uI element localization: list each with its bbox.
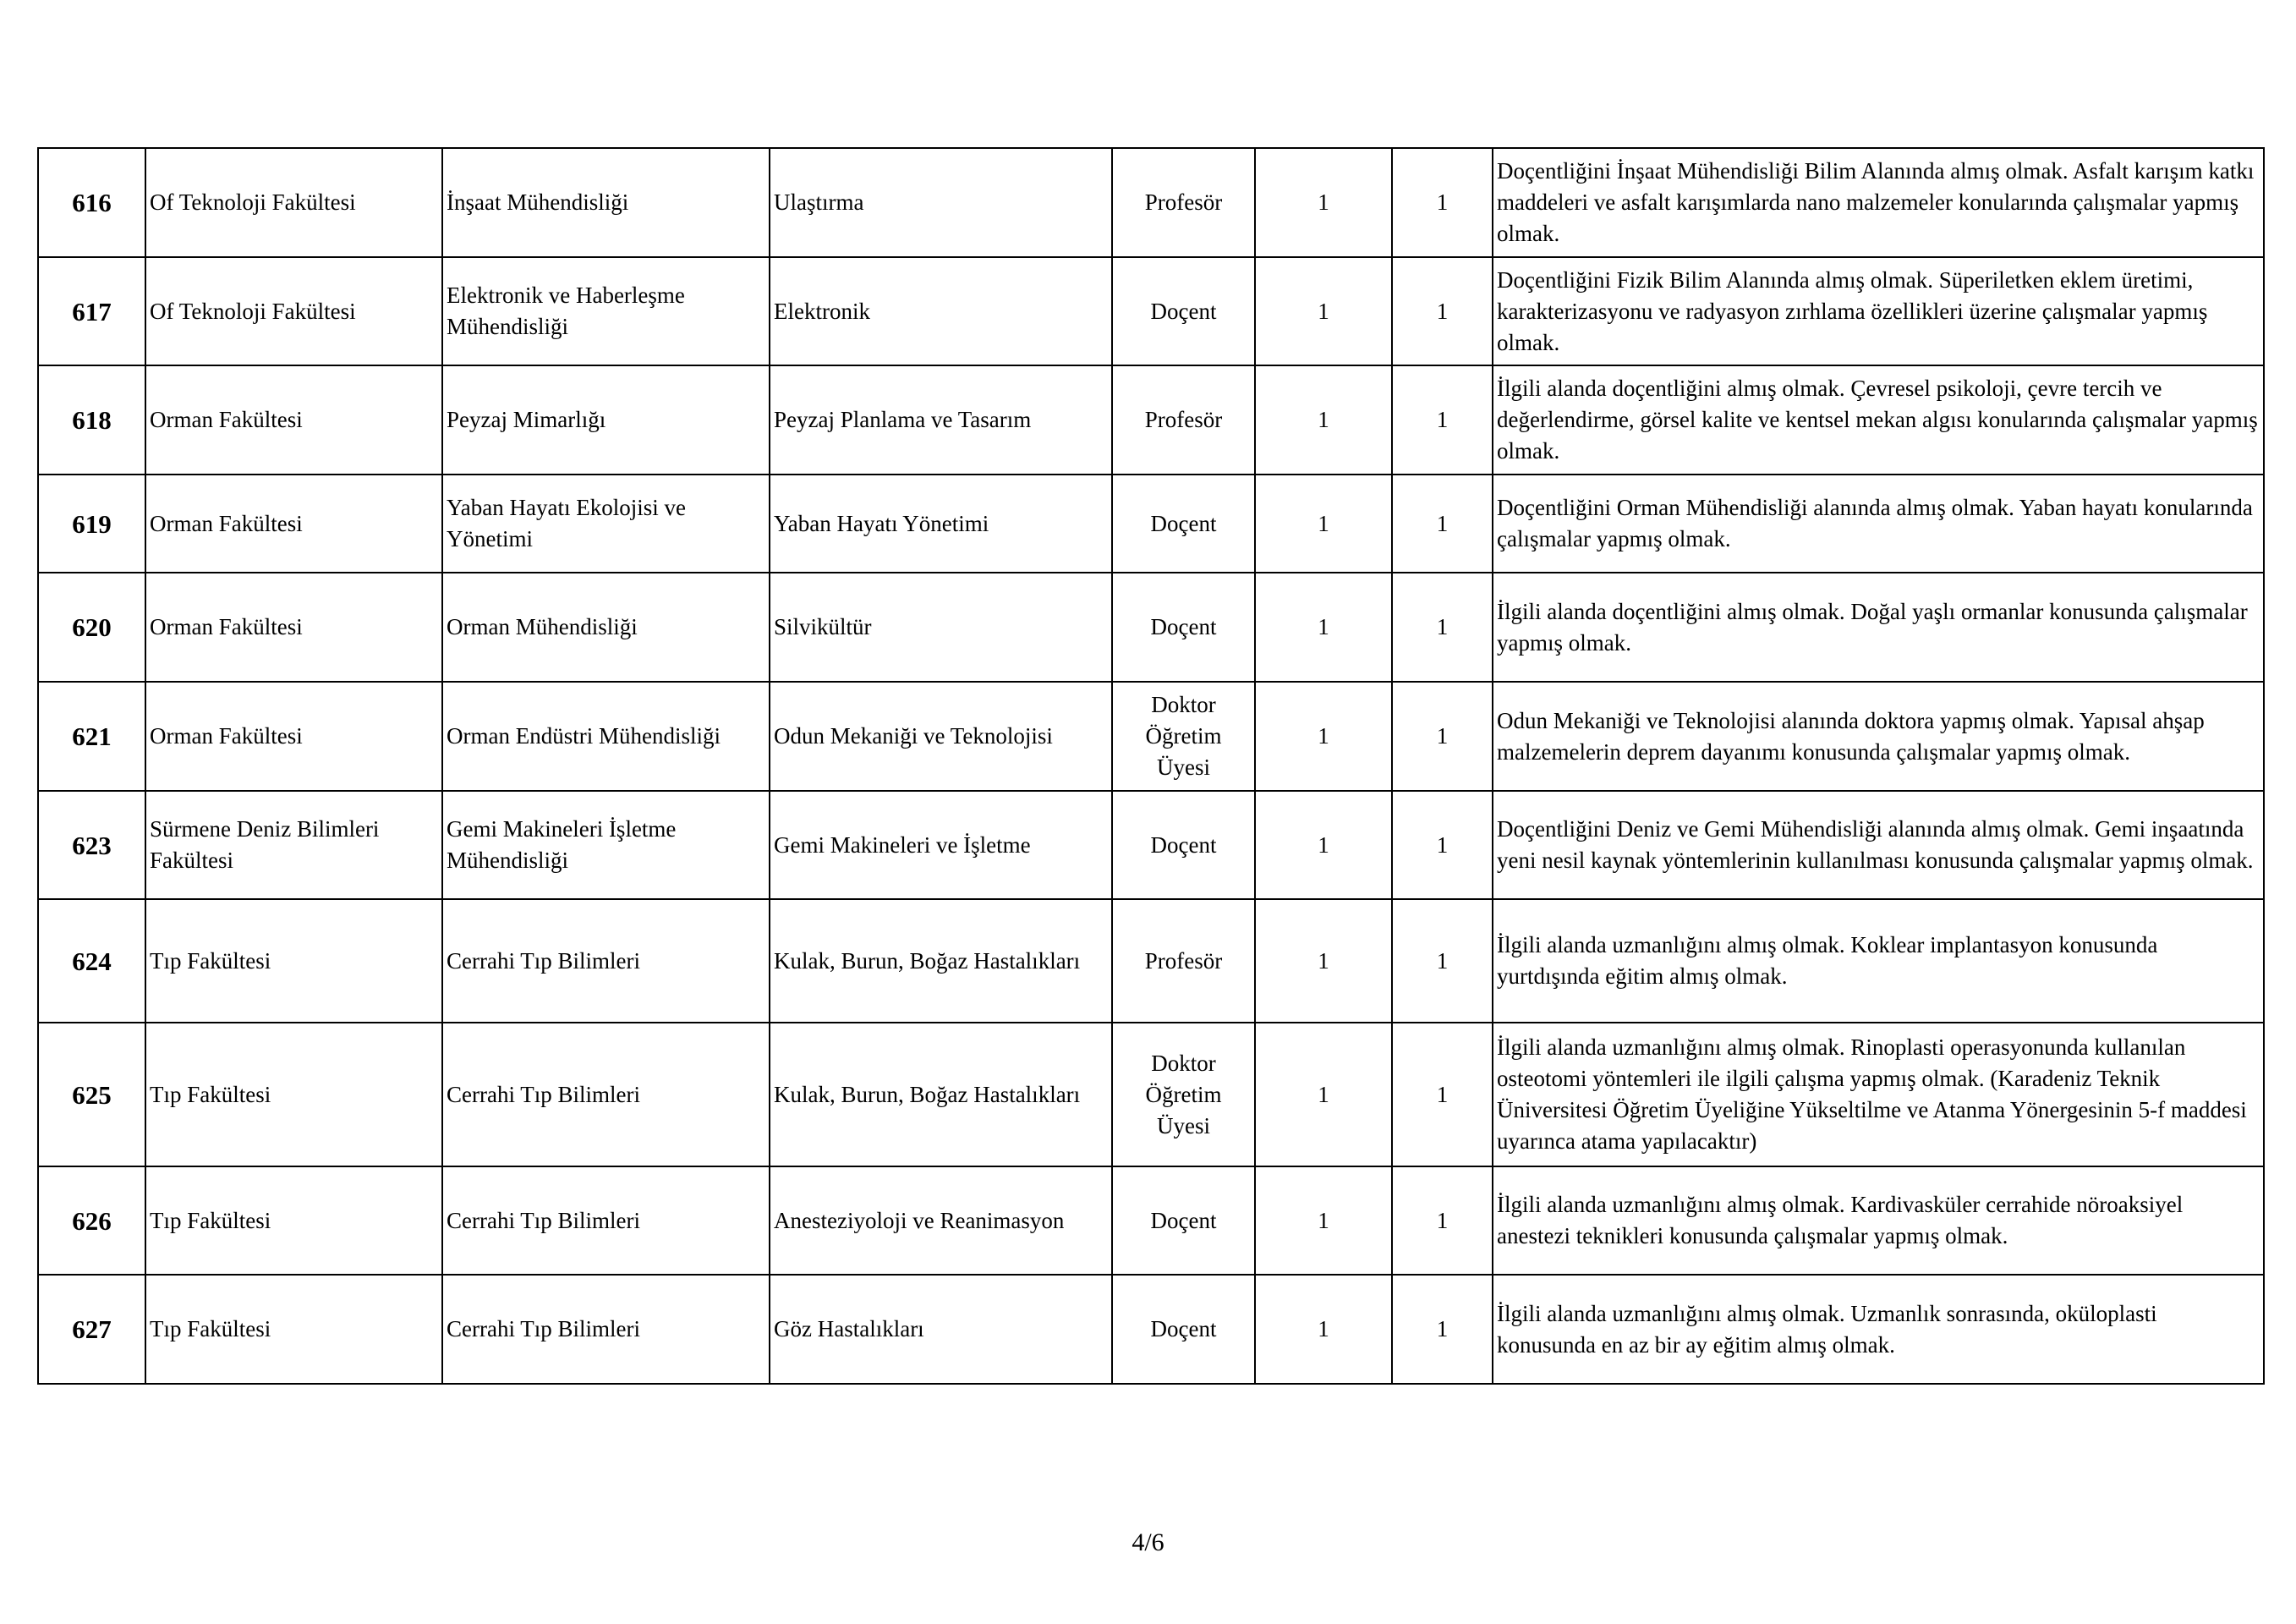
count-2-cell: 1	[1392, 1166, 1493, 1275]
faculty-cell: Orman Fakültesi	[145, 365, 442, 475]
requirement-cell: İlgili alanda uzmanlığını almış olmak. Rinoplasti operasyonunda kullanılan osteotomi yöntemleri ile ilgili çalışma yapmış olmak. (Karadeniz Teknik Üniversitesi Öğretim Üyeliğine Yükseltilme ve Atanma Yönergesinin 5-f maddesi uyarınca atama yapılacaktır)	[1493, 1023, 2264, 1166]
count-2-cell: 1	[1392, 1275, 1493, 1384]
count-2-cell: 1	[1392, 1023, 1493, 1166]
academic-title-cell: Doçent	[1112, 791, 1255, 899]
count-1-cell: 1	[1255, 899, 1392, 1023]
field-cell: Silvikültür	[770, 573, 1112, 682]
table-row	[38, 682, 2264, 791]
count-1-cell: 1	[1255, 682, 1392, 791]
field-cell: Göz Hastalıkları	[770, 1275, 1112, 1384]
count-1-cell: 1	[1255, 573, 1392, 682]
requirement-cell: İlgili alanda uzmanlığını almış olmak. Kardivasküler cerrahide nöroaksiyel anestezi teknikleri konusunda çalışmalar yapmış olmak.	[1493, 1166, 2264, 1275]
requirement-cell: Doçentliğini Deniz ve Gemi Mühendisliği alanında almış olmak. Gemi inşaatında yeni nesil kaynak yöntemlerinin kullanılması konusunda çalışmalar yapmış olmak.	[1493, 791, 2264, 899]
ilan-no-cell: 616	[38, 148, 145, 257]
ilan-no-cell: 626	[38, 1166, 145, 1275]
academic-title-cell: Doktor Öğretim Üyesi	[1112, 682, 1255, 791]
requirement-cell: İlgili alanda uzmanlığını almış olmak. Uzmanlık sonrasında, oküloplasti konusunda en az bir ay eğitim almış olmak.	[1493, 1275, 2264, 1384]
academic-title-cell: Profesör	[1112, 148, 1255, 257]
field-cell: Elektronik	[770, 257, 1112, 365]
ilan-no-cell: 618	[38, 365, 145, 475]
ilan-no-cell: 620	[38, 573, 145, 682]
field-cell: Kulak, Burun, Boğaz Hastalıkları	[770, 1023, 1112, 1166]
requirement-cell: Odun Mekaniği ve Teknolojisi alanında doktora yapmış olmak. Yapısal ahşap malzemelerin deprem dayanımı konusunda çalışmalar yapmış olmak.	[1493, 682, 2264, 791]
department-cell: Cerrahi Tıp Bilimleri	[442, 1275, 770, 1384]
count-1-cell: 1	[1255, 257, 1392, 365]
table-row	[38, 365, 2264, 475]
requirement-cell: İlgili alanda doçentliğini almış olmak. Çevresel psikoloji, çevre tercih ve değerlendirme, görsel kalite ve kentsel mekan algısı konularında çalışmalar yapmış olmak.	[1493, 365, 2264, 475]
table-row	[38, 791, 2264, 899]
table-row	[38, 1166, 2264, 1275]
table-row	[38, 257, 2264, 365]
faculty-cell: Tıp Fakültesi	[145, 1023, 442, 1166]
ilan-no-cell: 623	[38, 791, 145, 899]
faculty-cell: Orman Fakültesi	[145, 475, 442, 573]
faculty-cell: Of Teknoloji Fakültesi	[145, 257, 442, 365]
table-body	[38, 148, 2264, 1384]
field-cell: Peyzaj Planlama ve Tasarım	[770, 365, 1112, 475]
count-2-cell: 1	[1392, 475, 1493, 573]
department-cell: Peyzaj Mimarlığı	[442, 365, 770, 475]
faculty-cell: Tıp Fakültesi	[145, 899, 442, 1023]
requirement-cell: Doçentliğini Orman Mühendisliği alanında almış olmak. Yaban hayatı konularında çalışmalar yapmış olmak.	[1493, 475, 2264, 573]
count-1-cell: 1	[1255, 1275, 1392, 1384]
requirement-cell: Doçentliğini Fizik Bilim Alanında almış olmak. Süperiletken eklem üretimi, karakterizasyonu ve radyasyon zırhlama özellikleri üzerine çalışmalar yapmış olmak.	[1493, 257, 2264, 365]
faculty-cell: Orman Fakültesi	[145, 573, 442, 682]
table-row	[38, 475, 2264, 573]
count-2-cell: 1	[1392, 791, 1493, 899]
department-cell: Elektronik ve Haberleşme Mühendisliği	[442, 257, 770, 365]
department-cell: Cerrahi Tıp Bilimleri	[442, 899, 770, 1023]
ilan-no-cell: 624	[38, 899, 145, 1023]
count-2-cell: 1	[1392, 148, 1493, 257]
table-row	[38, 1023, 2264, 1166]
faculty-cell: Sürmene Deniz Bilimleri Fakültesi	[145, 791, 442, 899]
academic-title-cell: Doçent	[1112, 1166, 1255, 1275]
academic-title-cell: Profesör	[1112, 899, 1255, 1023]
table-row	[38, 899, 2264, 1023]
department-cell: İnşaat Mühendisliği	[442, 148, 770, 257]
requirement-cell: Doçentliğini İnşaat Mühendisliği Bilim Alanında almış olmak. Asfalt karışım katkı maddeleri ve asfalt karışımlarda nano malzemeler konularında çalışmalar yapmış olmak.	[1493, 148, 2264, 257]
ilan-no-cell: 625	[38, 1023, 145, 1166]
positions-table	[37, 147, 2265, 1385]
faculty-cell: Of Teknoloji Fakültesi	[145, 148, 442, 257]
academic-title-cell: Doçent	[1112, 475, 1255, 573]
ilan-no-cell: 619	[38, 475, 145, 573]
department-cell: Gemi Makineleri İşletme Mühendisliği	[442, 791, 770, 899]
count-2-cell: 1	[1392, 899, 1493, 1023]
faculty-cell: Tıp Fakültesi	[145, 1275, 442, 1384]
field-cell: Anesteziyoloji ve Reanimasyon	[770, 1166, 1112, 1275]
field-cell: Odun Mekaniği ve Teknolojisi	[770, 682, 1112, 791]
count-1-cell: 1	[1255, 791, 1392, 899]
academic-title-cell: Profesör	[1112, 365, 1255, 475]
academic-title-cell: Doçent	[1112, 257, 1255, 365]
count-2-cell: 1	[1392, 573, 1493, 682]
field-cell: Yaban Hayatı Yönetimi	[770, 475, 1112, 573]
count-2-cell: 1	[1392, 682, 1493, 791]
field-cell: Ulaştırma	[770, 148, 1112, 257]
department-cell: Cerrahi Tıp Bilimleri	[442, 1166, 770, 1275]
faculty-cell: Tıp Fakültesi	[145, 1166, 442, 1275]
department-cell: Orman Mühendisliği	[442, 573, 770, 682]
academic-title-cell: Doktor Öğretim Üyesi	[1112, 1023, 1255, 1166]
department-cell: Cerrahi Tıp Bilimleri	[442, 1023, 770, 1166]
count-1-cell: 1	[1255, 1023, 1392, 1166]
ilan-no-cell: 627	[38, 1275, 145, 1384]
academic-title-cell: Doçent	[1112, 573, 1255, 682]
ilan-no-cell: 621	[38, 682, 145, 791]
count-1-cell: 1	[1255, 365, 1392, 475]
count-1-cell: 1	[1255, 475, 1392, 573]
table-row	[38, 1275, 2264, 1384]
academic-title-cell: Doçent	[1112, 1275, 1255, 1384]
count-2-cell: 1	[1392, 257, 1493, 365]
department-cell: Yaban Hayatı Ekolojisi ve Yönetimi	[442, 475, 770, 573]
requirement-cell: İlgili alanda doçentliğini almış olmak. Doğal yaşlı ormanlar konusunda çalışmalar yapmış olmak.	[1493, 573, 2264, 682]
page-number: 4/6	[1132, 1528, 1164, 1556]
table-row	[38, 148, 2264, 257]
count-1-cell: 1	[1255, 148, 1392, 257]
faculty-cell: Orman Fakültesi	[145, 682, 442, 791]
field-cell: Kulak, Burun, Boğaz Hastalıkları	[770, 899, 1112, 1023]
department-cell: Orman Endüstri Mühendisliği	[442, 682, 770, 791]
count-1-cell: 1	[1255, 1166, 1392, 1275]
field-cell: Gemi Makineleri ve İşletme	[770, 791, 1112, 899]
count-2-cell: 1	[1392, 365, 1493, 475]
table-row	[38, 573, 2264, 682]
requirement-cell: İlgili alanda uzmanlığını almış olmak. Koklear implantasyon konusunda yurtdışında eğitim almış olmak.	[1493, 899, 2264, 1023]
ilan-no-cell: 617	[38, 257, 145, 365]
